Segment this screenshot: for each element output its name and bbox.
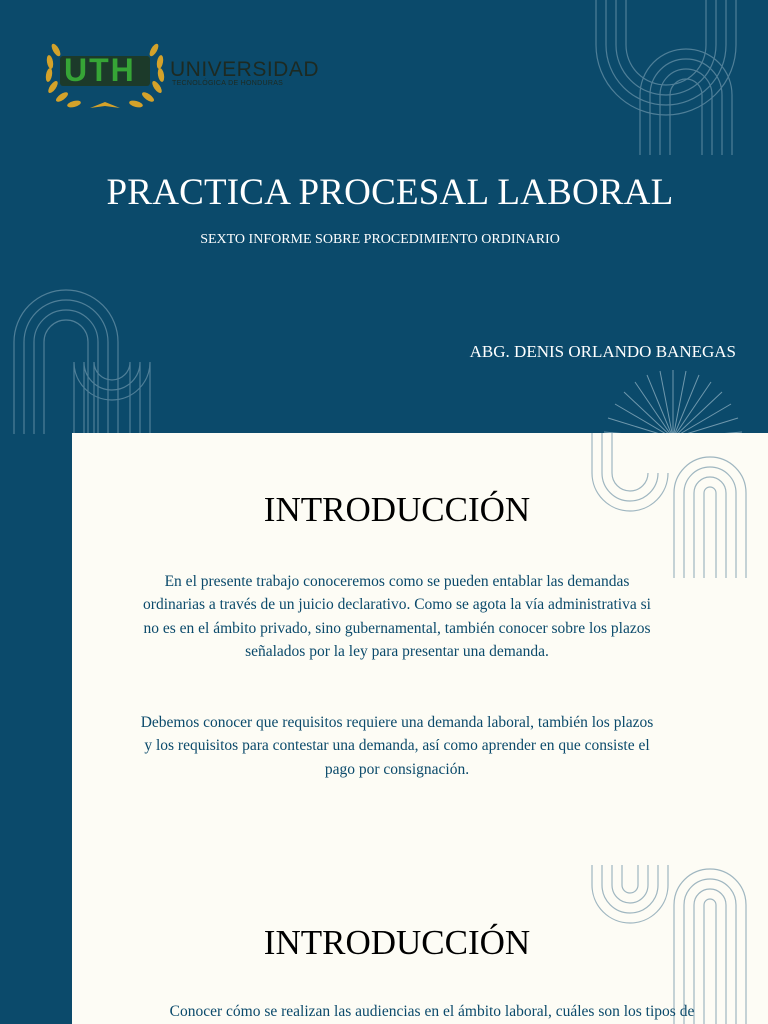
intro-paragraph-2: Debemos conocer que requisitos requiere una demanda laboral, también los plazos y los requisitos para contestar una demanda, así como aprender en que consiste el pago por consignación. (140, 714, 654, 778)
cover-subtitle: SEXTO INFORME SOBRE PROCEDIMIENTO ORDINARIO (200, 232, 560, 247)
logo-name: UNIVERSIDAD (170, 58, 320, 81)
document-page (72, 433, 768, 1024)
cover-title: PRACTICA PROCESAL LABORAL (106, 172, 674, 213)
section-heading-introduccion: INTRODUCCIÓN (263, 490, 531, 529)
arch-decoration-top-right (588, 0, 768, 155)
cover-author: ABG. DENIS ORLANDO BANEGAS (469, 342, 736, 361)
university-logo (42, 30, 320, 112)
section-heading-introduccion-2: INTRODUCCIÓN (263, 923, 531, 962)
logo-emblem-text: UTH (64, 52, 136, 88)
arch-decoration-left (10, 282, 175, 434)
sunburst-decoration (598, 368, 748, 438)
logo-subname: TECNOLÓGICA DE HONDURAS (172, 80, 284, 87)
intro-paragraph-1: En el presente trabajo conoceremos como se pueden entablar las demandas ordinarias a través de un juicio declarativo. Como se agota la vía administrativa si no es en el ámbito privado, sino gubernamental, también conocer sobre los plazos señalados por la ley para presentar una demanda. (143, 573, 651, 661)
intro2-paragraph-1: Conocer cómo se realizan las audiencias en el ámbito laboral, cuáles son los tipos de (169, 1003, 695, 1020)
